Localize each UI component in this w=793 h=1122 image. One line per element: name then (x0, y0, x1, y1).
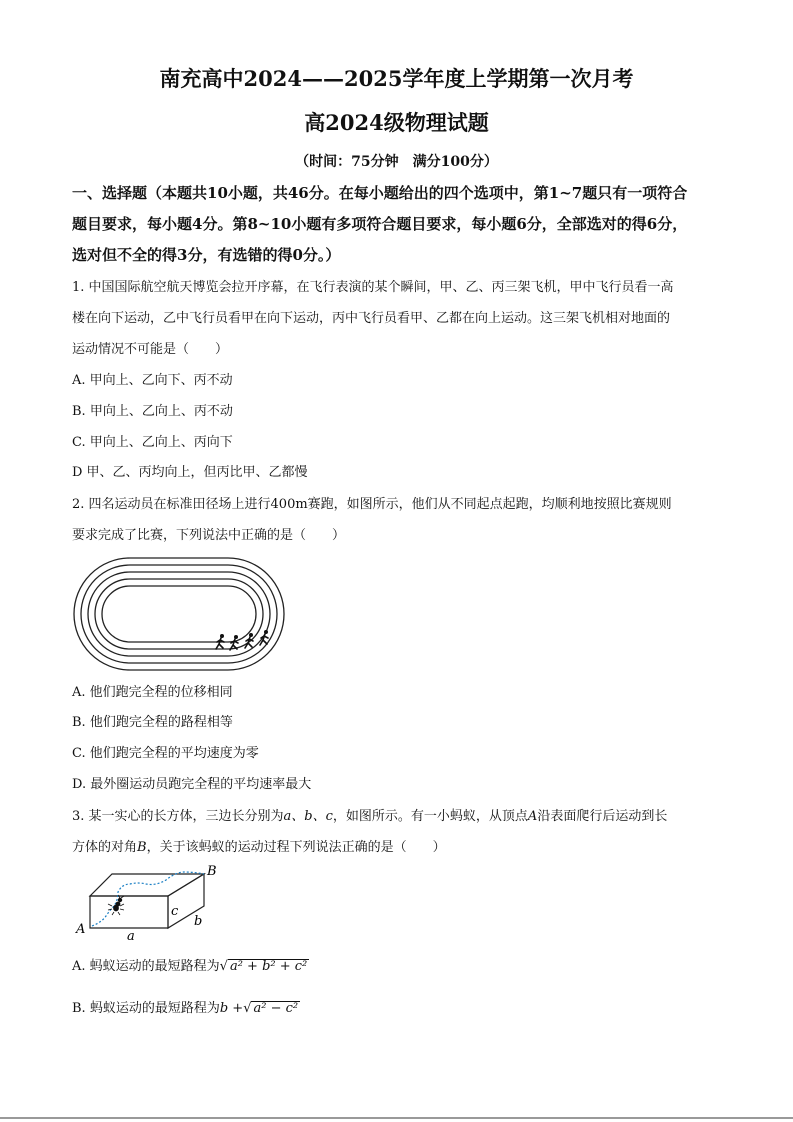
q1-stem-line1: 1. 中国国际航空航天博览会拉开序幕，在飞行表演的某个瞬间，甲、乙、丙三架飞机，甲中飞行员看一高 (72, 280, 674, 295)
q3-option-a-formula: a² + b² + c² (229, 959, 308, 974)
q1-option-d: D 甲、乙、丙均向上，但丙比甲、乙都慢 (72, 465, 308, 480)
exam-title: 南充高中2024——2025学年度上学期第一次月考 (159, 66, 634, 91)
cuboid-figure (72, 862, 222, 942)
q1-stem-line2: 楼在向下运动，乙中飞行员看甲在向下运动，丙中飞行员看甲、乙都在向上运动。这三架飞机相对地面的 (72, 311, 671, 326)
q3-option-a: A. 蚂蚁运动的最短路程为√ a² + b² + c² (72, 959, 308, 974)
ant-icon (108, 895, 124, 915)
q2-option-c: C. 他们跑完全程的平均速度为零 (72, 746, 259, 761)
edge-label-a: a (127, 929, 135, 942)
edge-label-b: b (194, 914, 203, 929)
q2-option-b: B. 他们跑完全程的路程相等 (72, 715, 233, 730)
running-track-figure (72, 556, 286, 674)
q1-option-c: C. 甲向上、乙向上、丙向下 (72, 435, 233, 450)
section-heading-line3: 选对但不全的得3分，有选错的得0分。） (72, 246, 341, 264)
page-bottom-rule (0, 1117, 793, 1119)
time-info: （时间：75分钟 满分100分） (295, 154, 498, 170)
q3-stem-line2: 方体的对角B，关于该蚂蚁的运动过程下列说法正确的是（ ） (72, 840, 446, 855)
q1-option-b: B. 甲向上、乙向上、丙不动 (72, 404, 233, 419)
q2-stem-line1: 2. 四名运动员在标准田径场上进行400m赛跑，如图所示，他们从不同起点起跑，均顺利地按照比赛规则 (72, 497, 672, 512)
q2-option-d: D. 最外圈运动员跑完全程的平均速率最大 (72, 777, 312, 792)
q1-option-a: A. 甲向上、乙向下、丙不动 (72, 373, 233, 388)
edge-label-c: c (171, 904, 179, 919)
sqrt-icon: √ (219, 959, 228, 974)
q2-option-a: A. 他们跑完全程的位移相同 (72, 685, 233, 700)
q1-stem-line3: 运动情况不可能是（ ） (72, 342, 229, 357)
exam-subtitle: 高2024级物理试题 (304, 110, 489, 135)
q3-option-b: B. 蚂蚁运动的最短路程为b +√ a² − c² (72, 1001, 299, 1016)
vertex-label-b: B (207, 864, 217, 879)
section-heading-line2: 题目要求，每小题4分。第8~10小题有多项符合题目要求，每小题6分，全部选对的得6分， (72, 215, 688, 233)
vertex-label-a: A (76, 922, 86, 937)
section-heading-line1: 一、选择题（本题共10小题，共46分。在每小题给出的四个选项中，第1~7题只有一项符合 (72, 184, 688, 202)
sqrt-icon: √ (243, 1001, 252, 1016)
q3-option-b-formula: a² − c² (253, 1001, 299, 1016)
q2-stem-line2: 要求完成了比赛，下列说法中正确的是（ ） (72, 528, 346, 543)
q3-stem-line1: 3. 某一实心的长方体，三边长分别为a、b、c，如图所示。有一小蚂蚁，从顶点A沿表面爬行后运动到长 (72, 809, 668, 824)
